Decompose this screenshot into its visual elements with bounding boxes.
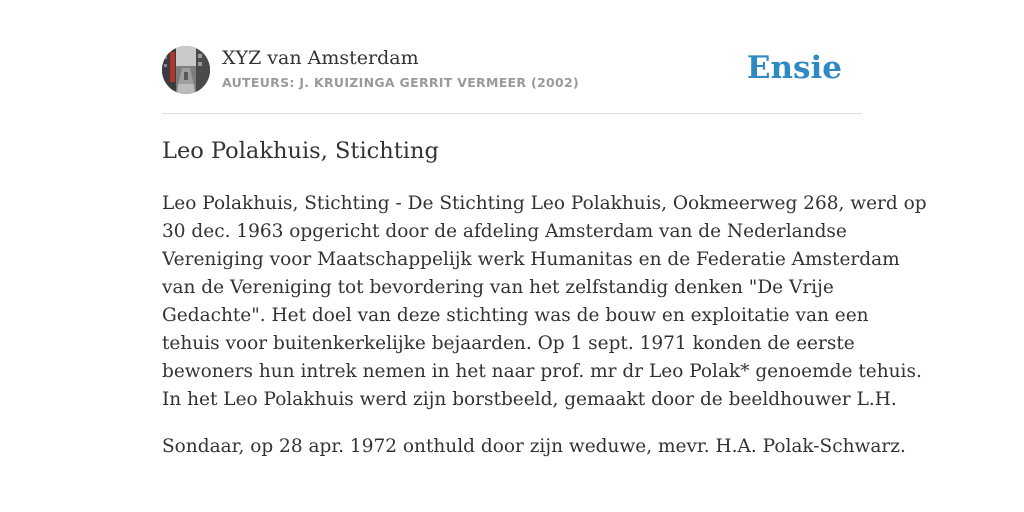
paragraph-line: Vereniging voor Maatschappelijk werk Humanitas en de Federatie Amsterdam (162, 249, 900, 270)
ensie-logo[interactable]: Ensie (746, 50, 842, 86)
paragraph-line: 30 dec. 1963 opgericht door de afdeling Amsterdam van de Nederlandse (162, 221, 847, 242)
city-street-image-icon (162, 46, 210, 94)
header (162, 46, 862, 114)
book-cover-avatar[interactable] (162, 46, 210, 94)
article-paragraph-2 (162, 433, 906, 461)
paragraph-line: Leo Polakhuis, Stichting - De Stichting Leo Polakhuis, Ookmeerweg 268, werd op (162, 193, 927, 214)
paragraph-line: In het Leo Polakhuis werd zijn borstbeeld, gemaakt door de beeldhouwer L.H. (162, 389, 897, 410)
paragraph-line: Sondaar, op 28 apr. 1972 onthuld door zijn weduwe, mevr. H.A. Polak-Schwarz. (162, 436, 906, 457)
paragraph-line: Gedachte". Het doel van deze stichting was de bouw en exploitatie van een (162, 305, 869, 326)
book-title[interactable]: XYZ van Amsterdam (222, 47, 419, 69)
paragraph-line: bewoners hun intrek nemen in het naar prof. mr dr Leo Polak* genoemde tehuis. (162, 361, 922, 382)
article-paragraph-1 (162, 190, 927, 414)
paragraph-line: tehuis voor buitenkerkelijke bejaarden. Op 1 sept. 1971 konden de eerste (162, 333, 855, 354)
book-authors: AUTEURS: J. KRUIZINGA GERRIT VERMEER (2002) (222, 75, 579, 90)
paragraph-line: van de Vereniging tot bevordering van het zelfstandig denken "De Vrije (162, 277, 834, 298)
article-title: Leo Polakhuis, Stichting (162, 138, 439, 164)
article-body (162, 190, 927, 461)
header-divider (162, 113, 862, 114)
